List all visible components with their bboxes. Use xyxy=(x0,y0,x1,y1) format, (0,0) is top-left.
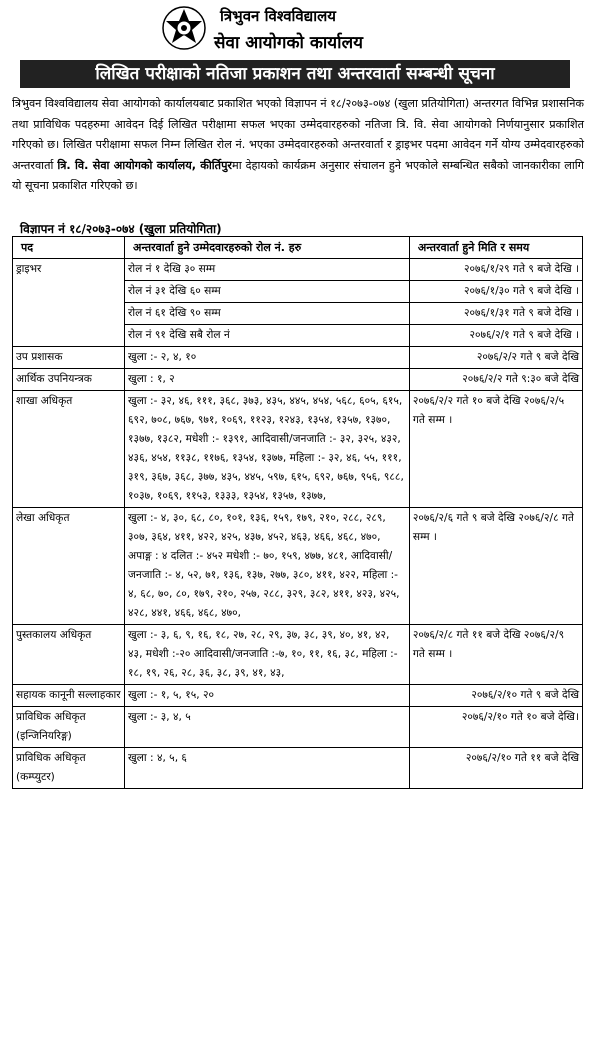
rolls-cell: खुला :- ३, ४, ५ xyxy=(125,707,410,748)
post-cell: प्राविधिक अधिकृत (कम्प्युटर) xyxy=(13,748,125,789)
table-row xyxy=(13,707,583,748)
date-cell: २०७६/१/३१ गते ९ बजे देखि । xyxy=(409,303,582,325)
header-post: पद xyxy=(13,237,125,259)
date-cell: २०७६/२/१० गते १० बजे देखि। xyxy=(409,707,582,748)
table-row xyxy=(13,369,583,391)
post-cell: सहायक कानूनी सल्लाहकार xyxy=(13,685,125,707)
table-row xyxy=(13,748,583,789)
table-row xyxy=(13,259,583,281)
office-name: सेवा आयोगको कार्यालय xyxy=(214,33,363,53)
rolls-cell: खुला :- ४, ३०, ६८, ८०, १०१, १३६, १५९, १७९, २१०, २८८, २८९, ३०७, ३६४, ४११, ४२२, ४२५, ४३७, ४५२, ४६३, ४६६, ४६८, ४७०, अपाङ्ग : ४ दलित :- ४५२ मधेशी :- ७०, १५९, ४७७, ४८१, आदिवासी/जनजाति :- ४, ५२, ७१, १३६, १३७, २७७, ३८०, ४११, ४२२, महिला :- ४, ६८, ७०, ८०, १७९, २१०, २५७, २८८, ३२९, ३८२, ४११, ४२३, ४२५, ४२८, ४४१, ४६६, ४६८, ४७०, xyxy=(125,508,410,625)
rolls-cell: खुला :- २, ४, १० xyxy=(125,347,410,369)
post-cell: उप प्रशासक xyxy=(13,347,125,369)
post-cell: ड्राइभर xyxy=(13,259,125,347)
post-cell: लेखा अधिकृत xyxy=(13,508,125,625)
advertisement-title: विज्ञापन नं १८/२०७३-०७४ (खुला प्रतियोगिता) xyxy=(20,222,222,236)
header-roll-numbers: अन्तरवार्ता हुने उम्मेदवारहरुको रोल नं. हरु xyxy=(125,237,410,259)
rolls-cell: खुला : ४, ५, ६ xyxy=(125,748,410,789)
date-cell: २०७६/२/१० गते ९ बजे देखि xyxy=(409,685,582,707)
intro-venue: त्रि. वि. सेवा आयोगको कार्यालय, कीर्तिपुर xyxy=(57,158,232,172)
date-cell: २०७६/२/२ गते ९ बजे देखि xyxy=(409,347,582,369)
table-row xyxy=(13,391,583,508)
rolls-cell: रोल नं ३१ देखि ६० सम्म xyxy=(125,281,410,303)
post-cell: शाखा अधिकृत xyxy=(13,391,125,508)
intro-text-2: मा देहायको कार्यक्रम अनुसार संचालन हुने भएकोले सम्बन्धित सबैको जानकारीका लागि यो सूचना प्रकाशित गरिएको छ। xyxy=(12,158,584,192)
table-row xyxy=(13,625,583,685)
header-date-time: अन्तरवार्ता हुने मिति र समय xyxy=(409,237,582,259)
post-cell: प्राविधिक अधिकृत (इन्जिनियरिङ्ग) xyxy=(13,707,125,748)
rolls-cell: खुला :- १, ५, १५, २० xyxy=(125,685,410,707)
rolls-cell: खुला : १, २ xyxy=(125,369,410,391)
rolls-cell: रोल नं १ देखि ३० सम्म xyxy=(125,259,410,281)
date-cell: २०७६/२/२ गते १० बजे देखि २०७६/२/५ गते सम्म । xyxy=(409,391,582,508)
date-cell: २०७६/१/३० गते ९ बजे देखि । xyxy=(409,281,582,303)
rolls-cell: रोल नं ९१ देखि सबै रोल नं xyxy=(125,325,410,347)
rolls-cell: खुला :- ३, ६, ९, १६, १८, २७, २८, २९, ३७, ३८, ३९, ४०, ४१, ४२, ४३, मधेशी :-२० आदिवासी/जनजाति :-७, १०, ११, १६, ३८, महिला :- १८, १९, २६, २८, ३६, ३८, ३९, ४१, ४३, xyxy=(125,625,410,685)
table-row xyxy=(13,347,583,369)
date-cell: २०७६/२/६ गते ९ बजे देखि २०७६/२/८ गते सम्म । xyxy=(409,508,582,625)
date-cell: २०७६/२/१० गते ११ बजे देखि xyxy=(409,748,582,789)
table-header-row xyxy=(13,237,583,259)
tu-emblem-icon xyxy=(162,6,206,50)
org-name: त्रिभुवन विश्वविद्यालय xyxy=(220,7,336,25)
header xyxy=(0,0,592,62)
date-cell: २०७६/१/२९ गते ९ बजे देखि । xyxy=(409,259,582,281)
notice-title: लिखित परीक्षाको नतिजा प्रकाशन तथा अन्तरवार्ता सम्बन्धी सूचना xyxy=(20,60,570,88)
post-cell: आर्थिक उपनियन्त्रक xyxy=(13,369,125,391)
date-cell: २०७६/२/१ गते ९ बजे देखि । xyxy=(409,325,582,347)
intro-text-1: त्रिभुवन विश्वविद्यालय सेवा आयोगको कार्यालयबाट प्रकाशित भएको विज्ञापन नं १८/२०७३-०७४ (खुला प्रतियोगिता) अन्तरगत विभिन्न प्रशासनिक तथा प्राविधिक पदहरुमा आवेदन दिई लिखित परीक्षामा सफल भएका उम्मेदवारहरुको नतिजा त्रि. वि. सेवा आयोगको निर्णयानुसार प्रकाशित गरिएको छ। लिखित परीक्षामा सफल निम्न लिखित रोल नं. भएका उम्मेदवारहरुको अन्तरवार्ता र ड्राइभर पदमा आवेदन गर्ने योग्य उम्मेदवारहरुको अन्तरवार्ता xyxy=(12,97,584,172)
table-row xyxy=(13,508,583,625)
rolls-cell: रोल नं ६१ देखि ९० सम्म xyxy=(125,303,410,325)
date-cell: २०७६/२/८ गते ११ बजे देखि २०७६/२/९ गते सम्म । xyxy=(409,625,582,685)
post-cell: पुस्तकालय अधिकृत xyxy=(13,625,125,685)
table-row xyxy=(13,685,583,707)
rolls-cell: खुला :- ३२, ४६, १११, ३६८, ३७३, ४३५, ४४५, ४५४, ५६८, ६०५, ६१५, ६९२, ७०८, ७६७, ९७१, १०६९, ११२३, १२४३, १३५४, १३५७, १३७०, १३७७, १३८२, मधेशी :- १३९१, आदिवासी/जनजाति :- ३२, ३२५, ४३२, ४३६, ४५४, ११३८, ११७६, १३५४, १३७७, महिला :- ३२, ४६, ५५, १११, ३१९, ३६७, ३६८, ३७७, ४३५, ४४५, ५९७, ६१५, ६९२, ७६७, ९५६, ९८८, १०३७, १०६९, ११५३, १३३३, १३५४, १३५७, १३७७, xyxy=(125,391,410,508)
intro-paragraph xyxy=(12,94,584,197)
interview-schedule-table xyxy=(12,236,583,789)
date-cell: २०७६/२/२ गते ९:३० बजे देखि xyxy=(409,369,582,391)
